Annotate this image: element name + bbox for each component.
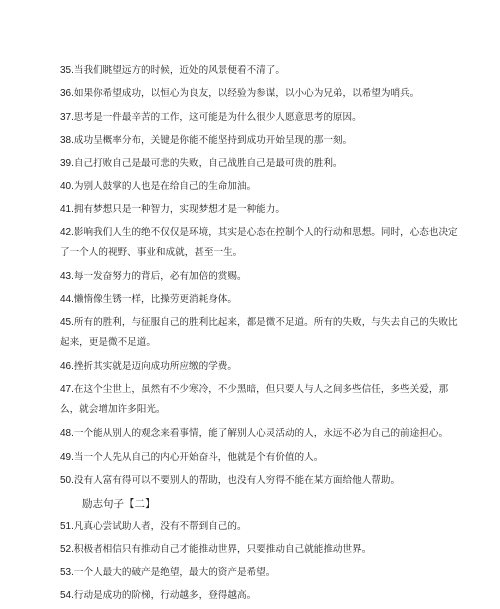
item-number: 43. — [60, 271, 74, 282]
item-number: 45. — [60, 317, 74, 328]
item-number: 46. — [60, 361, 74, 372]
item-number: 40. — [60, 181, 74, 192]
item-number: 38. — [60, 135, 74, 146]
item-number: 51. — [60, 521, 74, 532]
item-number: 37. — [60, 112, 74, 123]
list-item — [60, 154, 460, 174]
item-number: 50. — [60, 475, 74, 486]
item-text: 每一发奋努力的背后，必有加倍的赏赐。 — [73, 271, 247, 282]
item-text: 积极者相信只有推动自己才能推动世界，只要推动自己就能推动世界。 — [73, 544, 372, 555]
item-text: 如果你希望成功，以恒心为良友，以经验为参谋，以小心为兄弟，以希望为哨兵。 — [73, 88, 420, 99]
list-item — [60, 357, 460, 377]
item-number: 36. — [60, 88, 74, 99]
item-number: 47. — [60, 384, 74, 395]
list-item — [60, 517, 460, 537]
item-number: 53. — [60, 567, 74, 578]
document-content — [60, 61, 460, 609]
section-heading: 励志句子【二】 — [82, 498, 156, 510]
list-item — [60, 313, 460, 353]
item-text: 成功呈概率分布，关键是你能不能坚持到成功开始呈现的那一刻。 — [73, 135, 353, 146]
item-number: 48. — [60, 428, 74, 439]
item-text: 当一个人先从自己的内心开始奋斗，他就是个有价值的人。 — [73, 452, 324, 463]
list-item — [60, 108, 460, 128]
item-text: 一个能从别人的观念来看事情，能了解别人心灵活动的人，永远不必为自己的前途担心。 — [73, 428, 449, 439]
item-text: 拥有梦想只是一种智力，实现梦想才是一种能力。 — [73, 204, 285, 215]
item-text: 思考是一件最辛苦的工作，这可能是为什么很少人愿意思考的原因。 — [73, 112, 362, 123]
item-text: 懒惰像生锈一样，比操劳更消耗身体。 — [73, 294, 237, 305]
list-item — [60, 131, 460, 151]
item-text: 当我们眺望远方的时候，近处的风景便看不清了。 — [73, 65, 285, 76]
list-item — [60, 223, 460, 263]
item-text: 在这个尘世上，虽然有不少寒冷，不少黑暗，但只要人与人之间多些信任，多些关爱，那么，就会增加许多阳光。 — [60, 384, 449, 415]
item-text: 为别人鼓掌的人也是在给自己的生命加油。 — [73, 181, 257, 192]
item-number: 44. — [60, 294, 74, 305]
list-item — [60, 177, 460, 197]
item-text: 行动是成功的阶梯，行动越多，登得越高。 — [73, 590, 257, 601]
list-item — [60, 61, 460, 81]
item-text: 没有人富有得可以不要别人的帮助，也没有人穷得不能在某方面给他人帮助。 — [73, 475, 401, 486]
item-text: 一个人最大的破产是绝望，最大的资产是希望。 — [73, 567, 276, 578]
item-text: 影响我们人生的绝不仅仅是环境，其实是心态在控制个人的行动和思想。同时，心态也决定了一个人的视野、事业和成就，甚至一生。 — [60, 227, 458, 258]
item-text: 凡真心尝试助人者，没有不帮到自己的。 — [73, 521, 247, 532]
item-number: 41. — [60, 204, 74, 215]
item-number: 42. — [60, 227, 74, 238]
list-item — [60, 200, 460, 220]
list-item — [60, 586, 460, 606]
list-item — [60, 563, 460, 583]
item-text: 自己打败自己是最可悲的失败，自己战胜自己是最可贵的胜利。 — [73, 158, 343, 169]
list-item — [60, 380, 460, 420]
list-item — [60, 471, 460, 491]
item-number: 39. — [60, 158, 74, 169]
list-item — [60, 290, 460, 310]
list-item — [60, 84, 460, 104]
item-number: 35. — [60, 65, 74, 76]
item-text: 所有的胜利，与征服自己的胜利比起来，都是微不足道。所有的失败，与失去自己的失败比起来，更是微不足道。 — [60, 317, 458, 348]
item-number: 49. — [60, 452, 74, 463]
item-text: 挫折其实就是迈向成功所应缴的学费。 — [73, 361, 237, 372]
list-item — [60, 424, 460, 444]
list-item — [60, 267, 460, 287]
list-item — [60, 448, 460, 468]
item-number: 52. — [60, 544, 74, 555]
list-item — [60, 540, 460, 560]
item-number: 54. — [60, 590, 74, 601]
